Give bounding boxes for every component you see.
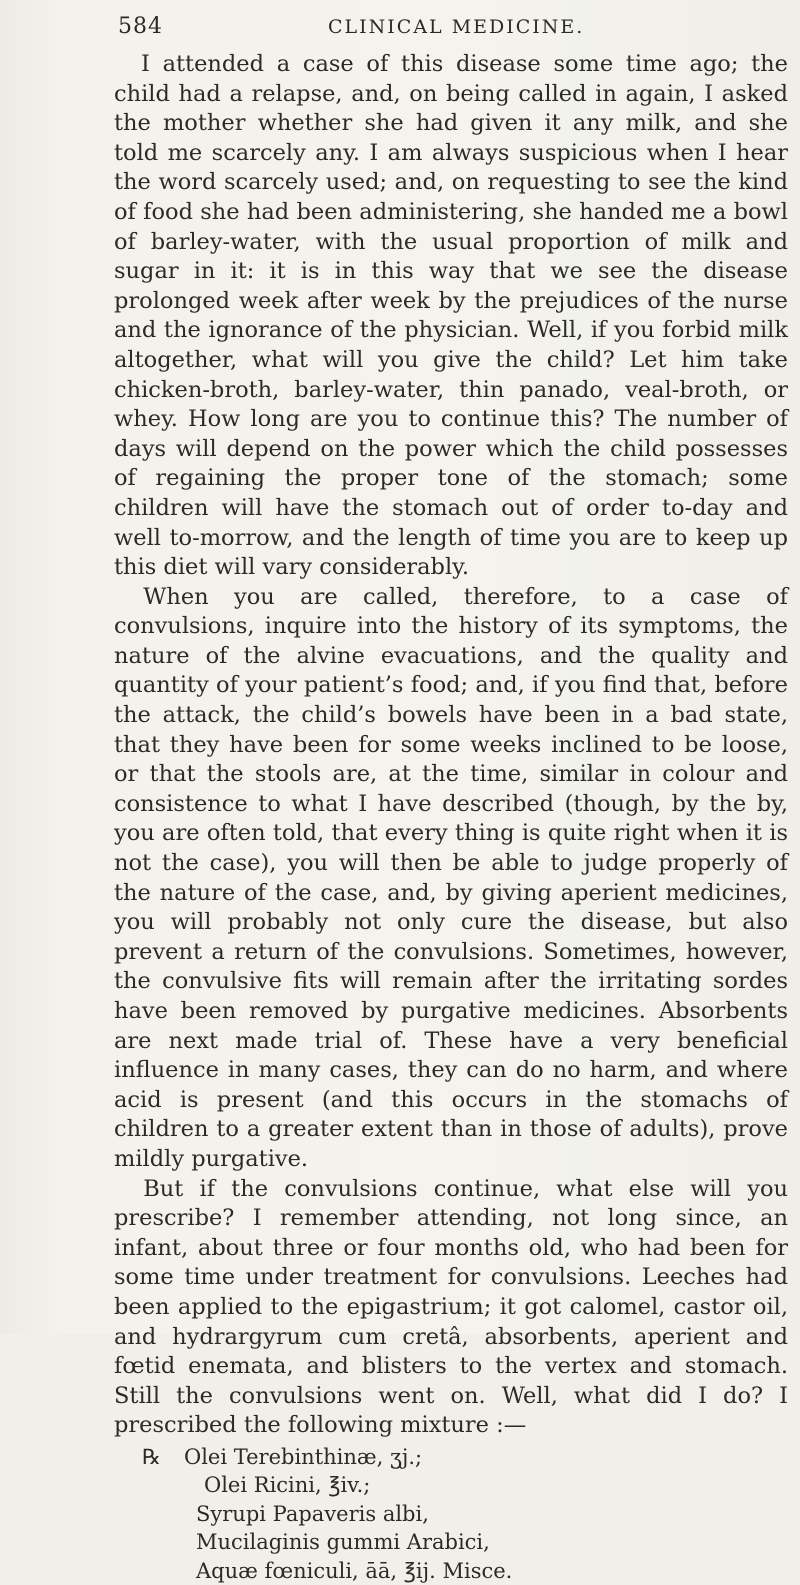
running-title: CLINICAL MEDICINE. [328, 16, 585, 38]
paragraph-2: When you are called, therefore, to a case of convulsions, inquire into the history of its symptoms, the nature of the alvine evacuations, and the quality and quantity of your patient’s food; and, if you find that, before the attack, the child’s bowels have been in a bad state, that they have been for some weeks inclined to be loose, or that the stools are, at the time, similar in colour and consistence to what I have described (though, by the by, you are often told, that every thing is quite right when it is not the case), you will then be able to judge properly of the nature of the case, and, by giving aperient medicines, you will probably not only cure the disease, but also prevent a return of the convulsions. Sometimes, however, the convulsive fits will remain after the irritating sordes have been removed by purgative medicines. Absorbents are next made trial of. These have a very beneficial influence in many cases, they can do no harm, and where acid is present (and this occurs in the stomachs of children to a greater extent than in those of adults), prove mildly purgative. [114, 583, 788, 1172]
recipe-symbol: ℞ [142, 1444, 161, 1469]
prescription-line [142, 1443, 788, 1472]
page-number: 584 [118, 14, 163, 39]
prescription-line: Aquæ fœniculi, āā, ℥ij. Misce. [196, 1558, 513, 1583]
body-text [114, 50, 788, 1585]
prescription-line: Mucilaginis gummi Arabici, [196, 1530, 490, 1555]
prescription-ingredient: Olei Terebinthinæ, ʒj.; [184, 1444, 423, 1469]
prescription-line: Syrupi Papaveris albi, [196, 1501, 429, 1526]
page-header [118, 14, 760, 44]
paragraph-3: But if the convulsions continue, what else will you prescribe? I remember attending, not long since, an infant, about three or four months old, who had been for some time under treatment for convulsions. Leeches had been applied to the epigastrium; it got calomel, castor oil, and hydrargyrum cum cretâ, absorbents, aperient and fœtid enemata, and blisters to the vertex and stomach. Still the convulsions went on. Well, what did I do? I prescribed the following mixture :— [114, 1175, 788, 1439]
paragraph-1: I attended a case of this disease some time ago; the child had a relapse, and, on being called in again, I asked the mother whether she had given it any milk, and she told me scarcely any. I am always suspicious when I hear the word scarcely used; and, on requesting to see the kind of food she had been administering, she handed me a bowl of barley-water, with the usual proportion of milk and sugar in it: it is in this way that we see the disease prolonged week after week by the prejudices of the nurse and the ignorance of the physician. Well, if you forbid milk altogether, what will you give the child? Let him take chicken-broth, barley-water, thin panado, veal-broth, or whey. How long are you to continue this? The number of days will depend on the power which the child possesses of regaining the proper tone of the stomach; some children will have the stomach out of order to-day and well to-morrow, and the length of time you are to keep up this diet will vary considerably. [114, 51, 788, 581]
prescription-line: Olei Ricini, ℥iv.; [204, 1473, 371, 1498]
prescription [142, 1443, 788, 1585]
